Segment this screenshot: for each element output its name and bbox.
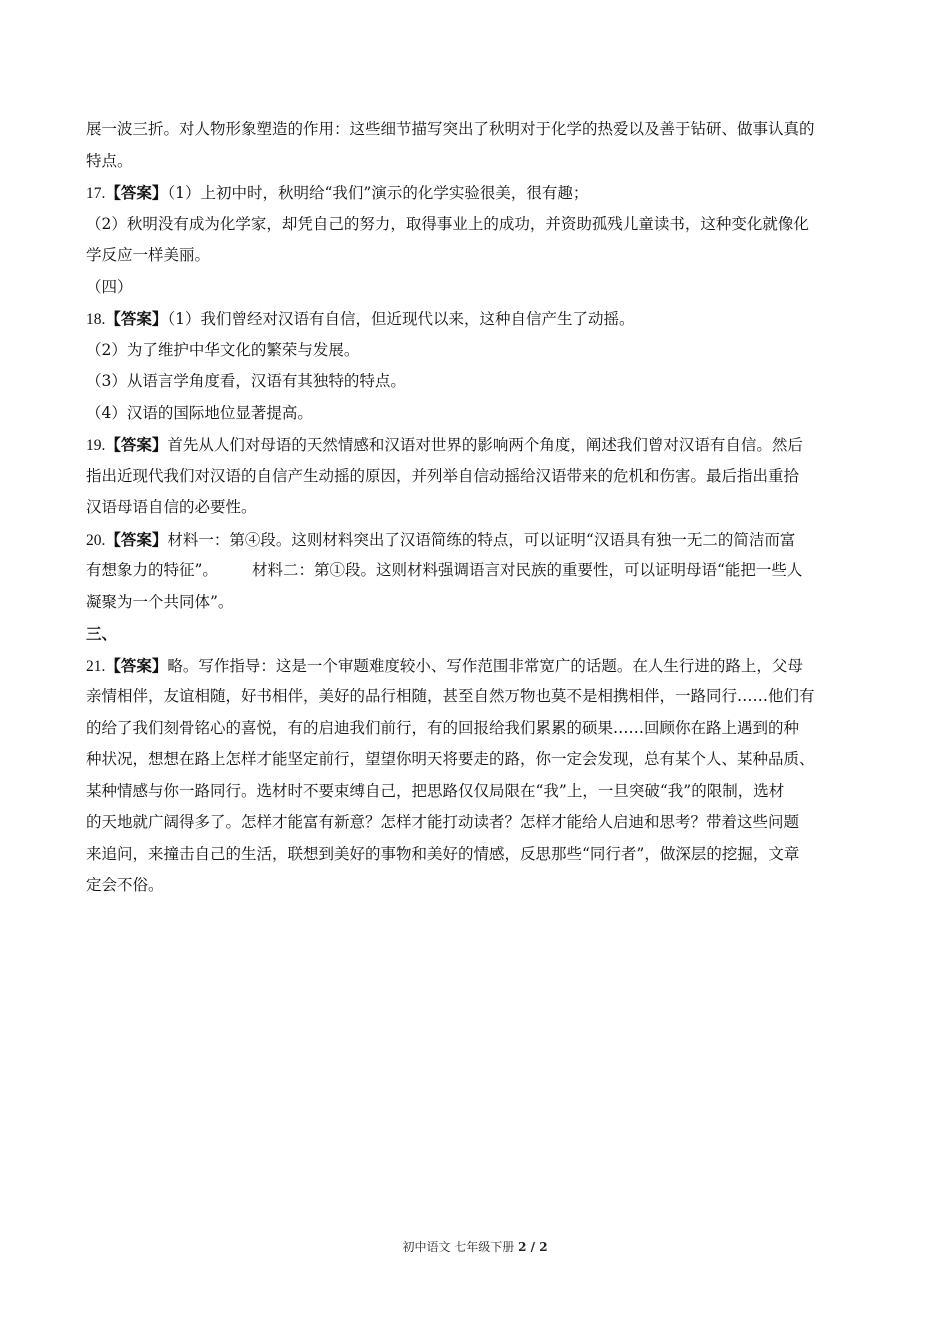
answer-21-line-6: 的天地就广阔得多了。怎样才能富有新意？怎样才能打动读者？怎样才能给人启迪和思考？带着这些问题 xyxy=(86,813,800,831)
answer-21-line-1 xyxy=(86,650,866,682)
answer-20-line-3: 凝聚为一个共同体”。 xyxy=(86,592,234,611)
answer-text: 材料一：第④段。这则材料突出了汉语简练的特点，可以证明“汉语具有独一无二的简洁而富 xyxy=(167,530,796,549)
page-number: 2 / 2 xyxy=(518,1240,548,1254)
footer-label: 初中语文 七年级下册 xyxy=(402,1240,515,1254)
answer-text: （1）上初中时，秋明给“我们”演示的化学实验很美，很有趣； xyxy=(167,184,589,202)
answer-19-line-2: 指出近现代我们对汉语的自信产生动摇的原因，并列举自信动摇给汉语带来的危机和伤害。最后指出重拾 xyxy=(86,466,800,485)
answer-19-line-3: 汉语母语自信的必要性。 xyxy=(86,498,257,516)
answer-18-line-2: （2）为了维护中华文化的繁荣与发展。 xyxy=(86,340,360,359)
answer-text: 首先从人们对母语的天然情感和汉语对世界的影响两个角度，阐述我们曾对汉语有自信。然后 xyxy=(167,436,803,454)
section-heading: 三、 xyxy=(86,624,118,643)
text-line: 特点。 xyxy=(86,151,133,170)
answer-19-line-1 xyxy=(86,429,866,461)
answer-18-line-4: （4）汉语的国际地位显著提高。 xyxy=(86,403,313,422)
question-number: 20. xyxy=(86,531,106,549)
answer-text: 有想象力的特征”。 xyxy=(86,561,218,579)
question-number: 19. xyxy=(86,437,106,454)
question-number: 17. xyxy=(86,185,106,202)
answer-21-line-3: 的给了我们刻骨铭心的喜悦，有的启迪我们前行，有的回报给我们累累的硕果……回顾你在路上遇到的种 xyxy=(86,718,800,737)
answer-21-line-8: 定会不俗。 xyxy=(86,876,164,894)
answer-20-line-2 xyxy=(86,555,866,587)
answer-21-line-4: 种状况，想想在路上怎样才能坚定前行，望望你明天将要走的路，你一定会发现，总有某个人、某种品质、 xyxy=(86,750,815,768)
answer-17-line-2: （2）秋明没有成为化学家，却凭自己的努力，取得事业上的成功，并资助孤残儿童读书，这种变化就像化 xyxy=(86,214,809,233)
text-line: 展一波三折。对人物形象塑造的作用：这些细节描写突出了秋明对于化学的热爱以及善于钻研、做事认真的 xyxy=(86,120,815,138)
answer-17-line-3: 学反应一样美丽。 xyxy=(86,246,211,264)
answer-20-line-1 xyxy=(86,524,866,556)
answer-tag: 【答案】 xyxy=(105,529,168,549)
answer-text: 略。写作指导：这是一个审题难度较小、写作范围非常宽广的话题。在人生行进的路上，父母 xyxy=(167,656,803,675)
section-heading: （四） xyxy=(86,277,133,296)
page-footer xyxy=(0,1238,950,1255)
answer-key-body xyxy=(86,114,866,902)
answer-21-line-2: 亲情相伴，友谊相随，好书相伴，美好的品行相随，甚至自然万物也莫不是相携相伴，一路同行……他们有 xyxy=(86,687,815,705)
answer-17-line-1 xyxy=(86,177,866,209)
answer-18-line-3: （3）从语言学角度看，汉语有其独特的特点。 xyxy=(86,372,406,390)
answer-21-line-7: 来追问，来撞击自己的生活，联想到美好的事物和美好的情感，反思那些“同行者”，做深层的挖掘，文章 xyxy=(86,844,800,863)
answer-21-line-5: 某种情感与你一路同行。选材时不要束缚自己，把思路仅仅局限在“我”上，一旦突破“我”的限制，选材 xyxy=(86,781,785,800)
question-number: 21. xyxy=(86,657,106,675)
answer-tag: 【答案】 xyxy=(105,435,168,454)
answer-18-line-1 xyxy=(86,303,866,335)
question-number: 18. xyxy=(86,311,106,328)
answer-tag: 【答案】 xyxy=(105,655,168,675)
answer-tag: 【答案】 xyxy=(105,183,168,202)
answer-text: （1）我们曾经对汉语有自信，但近现代以来，这种自信产生了动摇。 xyxy=(167,310,635,328)
answer-text: 材料二：第①段。这则材料强调语言对民族的重要性，可以证明母语“能把一些人 xyxy=(251,561,803,579)
answer-tag: 【答案】 xyxy=(105,309,168,328)
